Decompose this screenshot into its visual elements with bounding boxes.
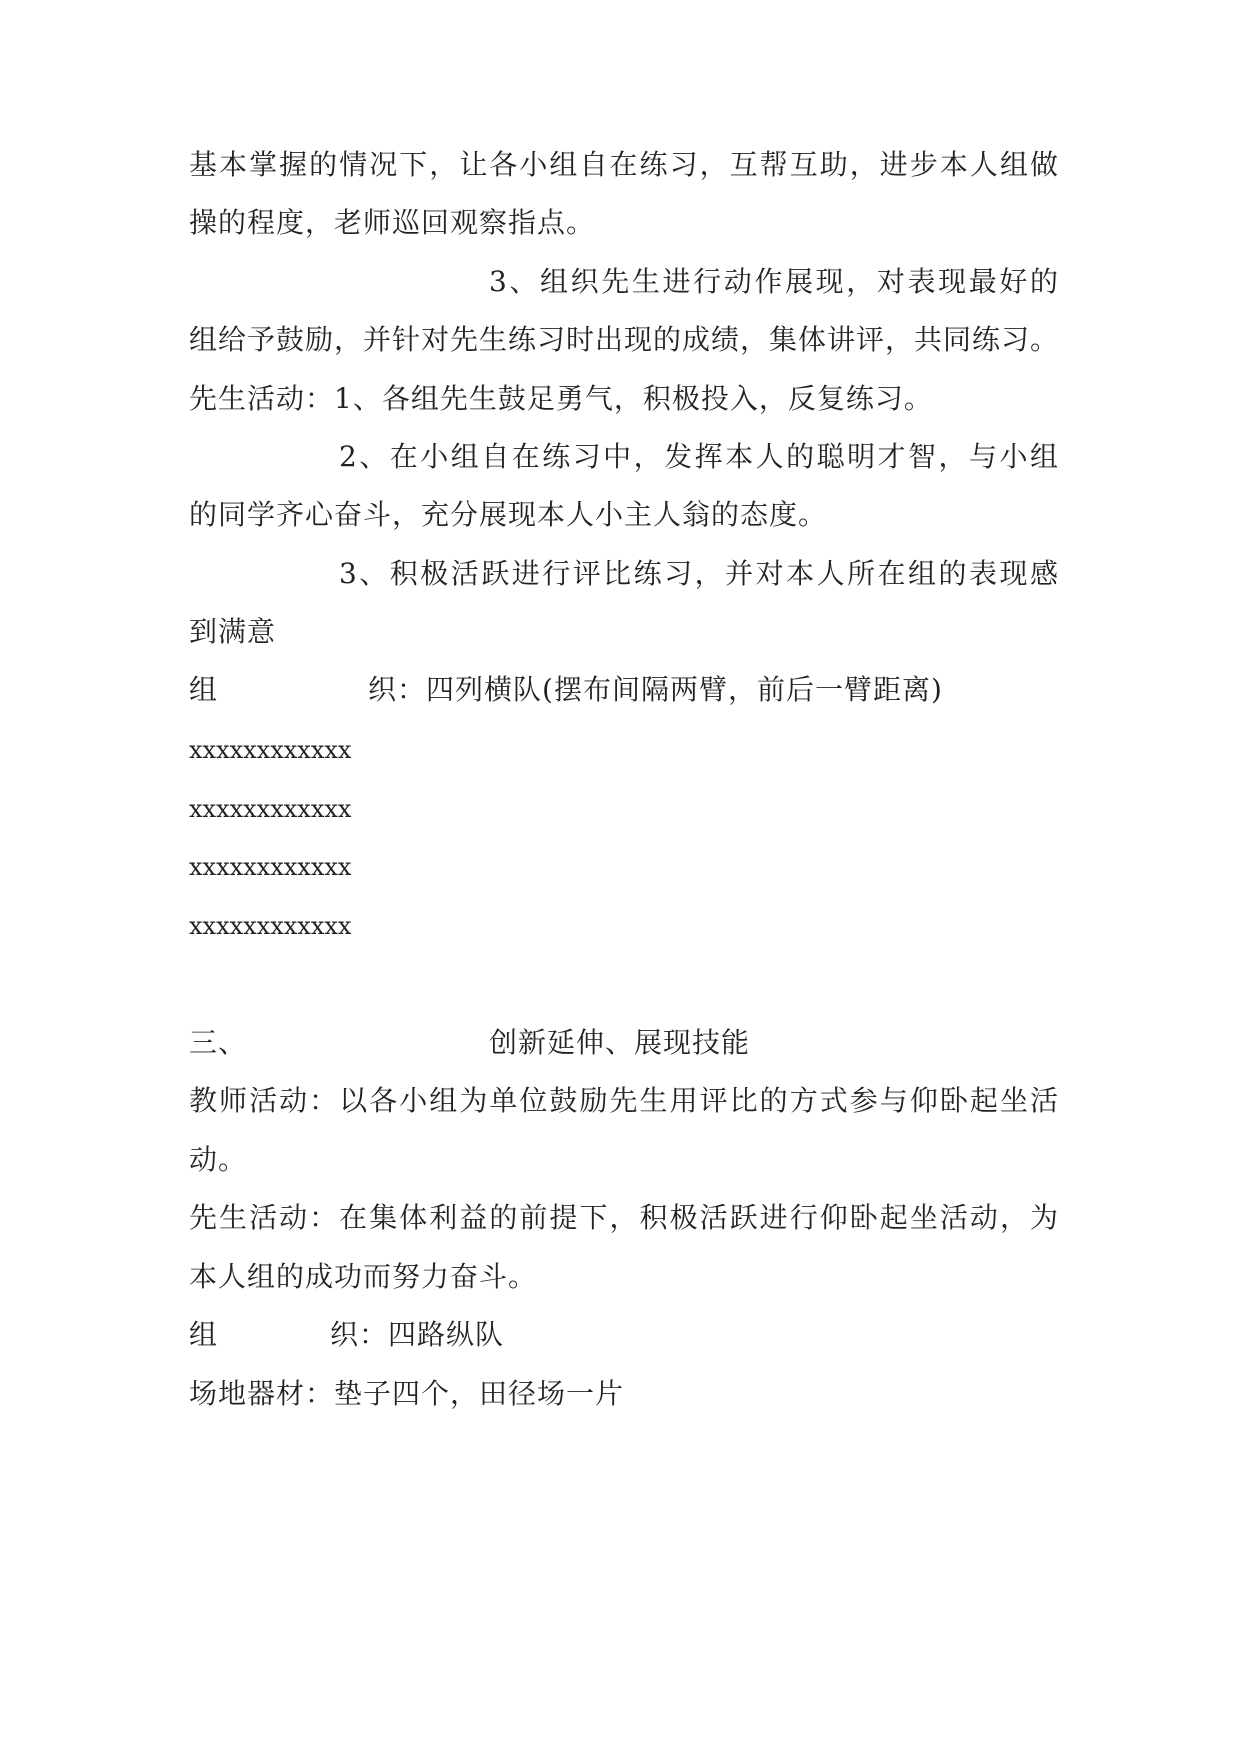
organization-text: 织：四路纵队 [330,1318,505,1351]
paragraph-line-indented: 3、组织先生进行动作展现，对表现最好的 [489,265,1059,298]
formation-row: xxxxxxxxxxxx [189,795,352,823]
organization-label: 组 [189,1318,219,1351]
organization-line [189,1315,1059,1355]
paragraph-line: 本人组的成功而努力奋斗。 [189,1260,538,1293]
paragraph-line: 的同学齐心奋斗，充分展现本人小主人翁的态度。 [189,498,828,531]
paragraph-line: 操的程度，老师巡回观察指点。 [189,206,596,239]
formation-row: xxxxxxxxxxxx [189,912,352,940]
paragraph-line: 组给予鼓励，并针对先生练习时出现的成绩，集体讲评，共同练习。 [189,323,1060,356]
organization-line [189,670,1059,710]
section-number: 三、 [189,1026,248,1059]
paragraph-line: 动。 [189,1143,248,1176]
student-activity-line: 先生活动：在集体利益的前提下，积极活跃进行仰卧起坐活动，为 [189,1201,1059,1234]
formation-row: xxxxxxxxxxxx [189,736,352,764]
paragraph-line-indented: 2、在小组自在练习中，发挥本人的聪明才智，与小组 [339,440,1059,473]
student-activity-line: 先生活动：1、各组先生鼓足勇气，积极投入，反复练习。 [189,382,933,415]
formation-row: xxxxxxxxxxxx [189,853,352,881]
paragraph-line: 到满意 [189,615,277,648]
teacher-activity-line: 教师活动：以各小组为单位鼓励先生用评比的方式参与仰卧起坐活 [189,1084,1059,1117]
paragraph-line: 基本掌握的情况下，让各小组自在练习，互帮互助，进步本人组做 [189,148,1059,181]
organization-label: 组 [189,673,219,706]
section-title: 创新延伸、展现技能 [489,1026,751,1059]
paragraph-line-indented: 3、积极活跃进行评比练习，并对本人所在组的表现感 [339,557,1059,590]
section-heading [189,1023,1059,1063]
equipment-line: 场地器材：垫子四个，田径场一片 [189,1377,625,1410]
organization-text: 织：四列横队(摆布间隔两臂，前后一臂距离) [368,673,943,706]
